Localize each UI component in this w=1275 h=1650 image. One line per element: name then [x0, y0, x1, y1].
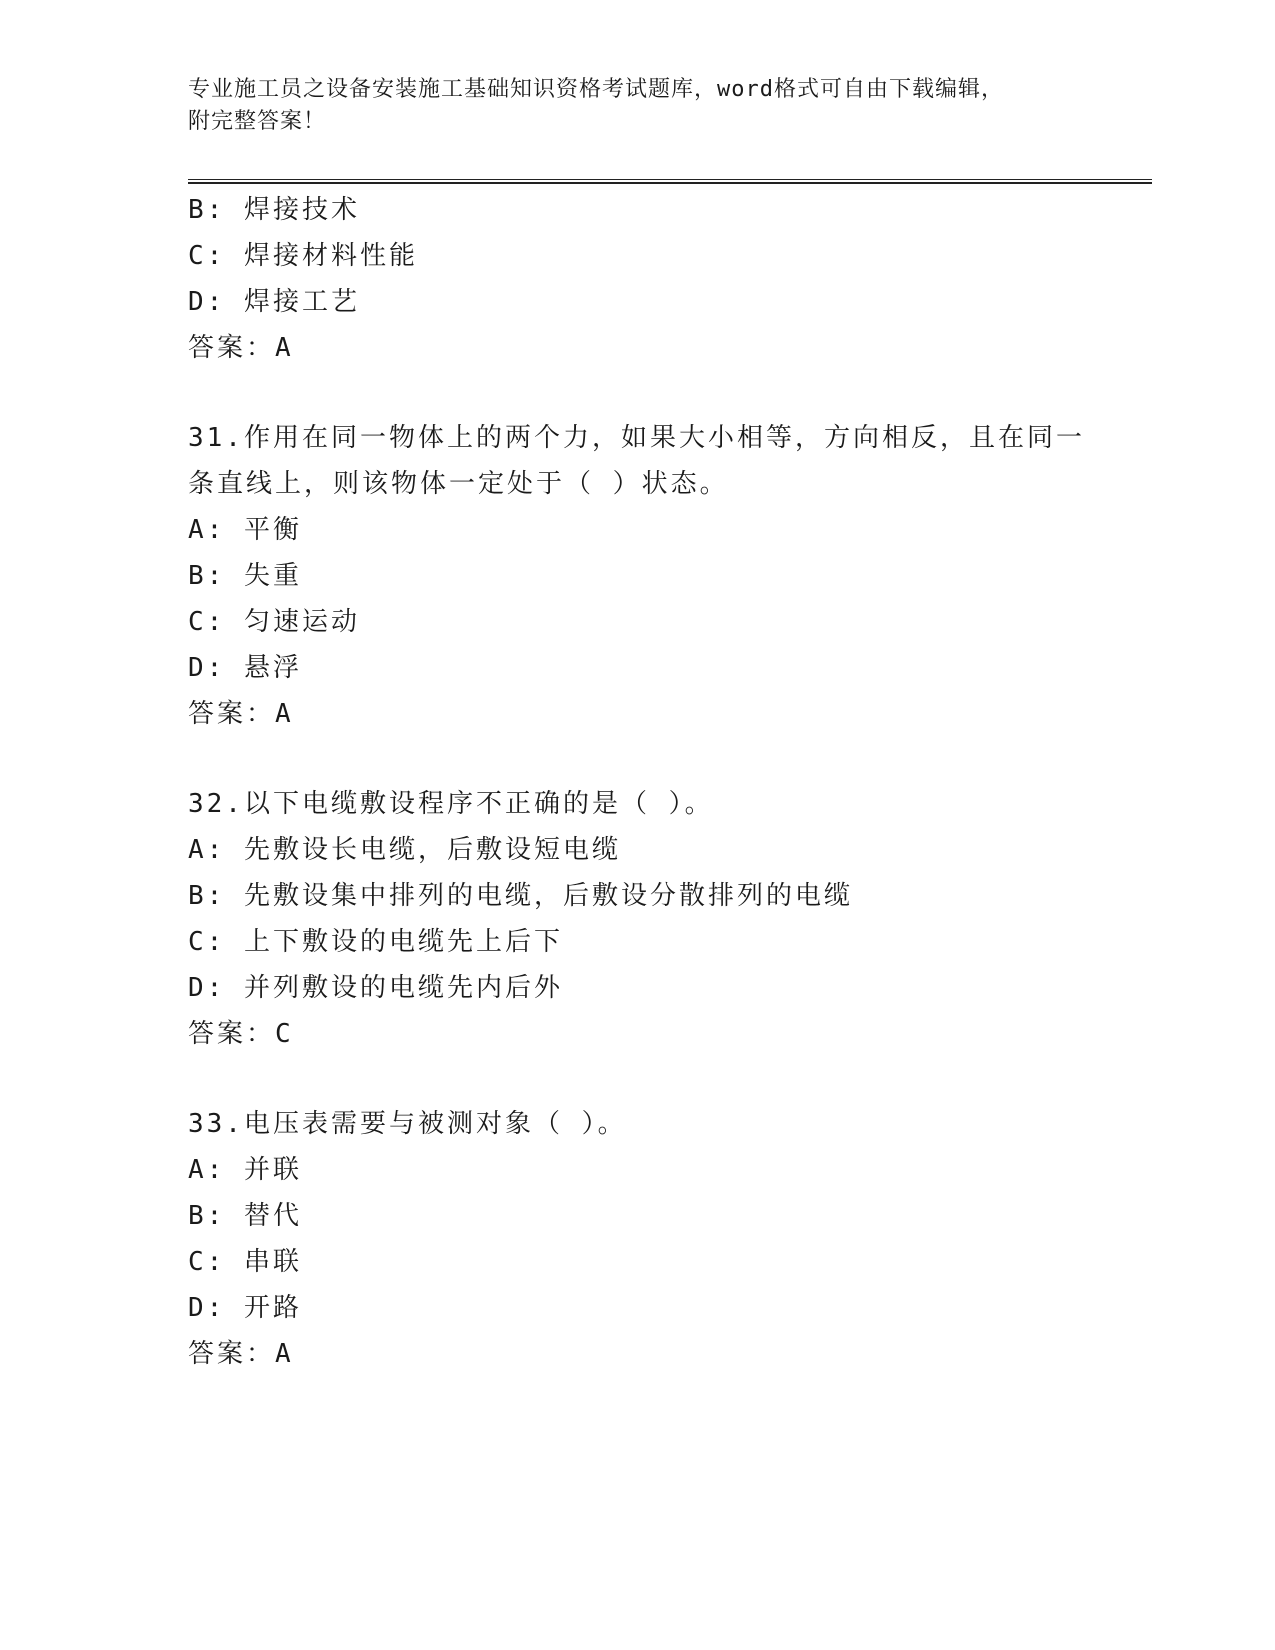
option-label: D: [188, 973, 226, 1003]
header-divider [188, 179, 1152, 184]
option-text: 失重 [243, 561, 302, 591]
option-label: B: [188, 881, 226, 911]
option-b [188, 1193, 1088, 1239]
option-label: C: [188, 1247, 226, 1277]
question-32 [188, 781, 1088, 1057]
option-d [188, 965, 1088, 1011]
option-c [188, 1239, 1088, 1285]
option-label: C: [188, 241, 226, 271]
question-stem: 32.以下电缆敷设程序不正确的是（ ）。 [188, 789, 714, 819]
option-text: 焊接材料性能 [243, 241, 418, 271]
option-c [188, 919, 1088, 965]
question-31 [188, 415, 1088, 737]
option-label: B: [188, 1201, 226, 1231]
option-text: 并列敷设的电缆先内后外 [243, 973, 563, 1003]
spacer [188, 371, 1088, 415]
header-line-2: 附完整答案！ [188, 109, 327, 134]
option-a [188, 507, 1088, 553]
option-text: 焊接工艺 [243, 287, 360, 317]
question-content [188, 187, 1088, 1377]
answer-line: 答案：A [188, 333, 294, 363]
option-text: 上下敷设的电缆先上后下 [243, 927, 563, 957]
prev-question-block [188, 187, 1088, 371]
option-label: A: [188, 515, 226, 545]
option-a [188, 827, 1088, 873]
option-text: 平衡 [243, 515, 302, 545]
option-b [188, 187, 1088, 233]
header-line-1: 专业施工员之设备安装施工基础知识资格考试题库，word格式可自由下载编辑， [188, 77, 1004, 102]
option-d [188, 279, 1088, 325]
option-text: 并联 [243, 1155, 302, 1185]
option-label: C: [188, 927, 226, 957]
option-label: C: [188, 607, 226, 637]
option-text: 先敷设集中排列的电缆，后敷设分散排列的电缆 [243, 881, 853, 911]
answer-line: 答案：A [188, 699, 294, 729]
answer-line: 答案：C [188, 1019, 294, 1049]
option-label: D: [188, 653, 226, 683]
option-label: B: [188, 561, 226, 591]
answer-line: 答案：A [188, 1339, 294, 1369]
option-label: A: [188, 835, 226, 865]
question-stem: 31.作用在同一物体上的两个力，如果大小相等，方向相反，且在同一 [188, 423, 1085, 453]
option-b [188, 873, 1088, 919]
option-label: A: [188, 1155, 226, 1185]
option-d [188, 1285, 1088, 1331]
option-text: 开路 [243, 1293, 302, 1323]
option-d [188, 645, 1088, 691]
option-label: D: [188, 287, 226, 317]
spacer [188, 737, 1088, 781]
option-label: D: [188, 1293, 226, 1323]
question-stem: 33.电压表需要与被测对象（ ）。 [188, 1109, 627, 1139]
option-text: 替代 [243, 1201, 302, 1231]
option-text: 匀速运动 [243, 607, 360, 637]
option-c [188, 233, 1088, 279]
document-header [188, 74, 1088, 138]
option-text: 焊接技术 [243, 195, 360, 225]
option-c [188, 599, 1088, 645]
question-stem-continued: 条直线上，则该物体一定处于（ ）状态。 [188, 469, 729, 499]
option-b [188, 553, 1088, 599]
option-text: 先敷设长电缆，后敷设短电缆 [243, 835, 621, 865]
option-label: B: [188, 195, 226, 225]
option-a [188, 1147, 1088, 1193]
question-33 [188, 1101, 1088, 1377]
option-text: 悬浮 [243, 653, 302, 683]
option-text: 串联 [243, 1247, 302, 1277]
spacer [188, 1057, 1088, 1101]
